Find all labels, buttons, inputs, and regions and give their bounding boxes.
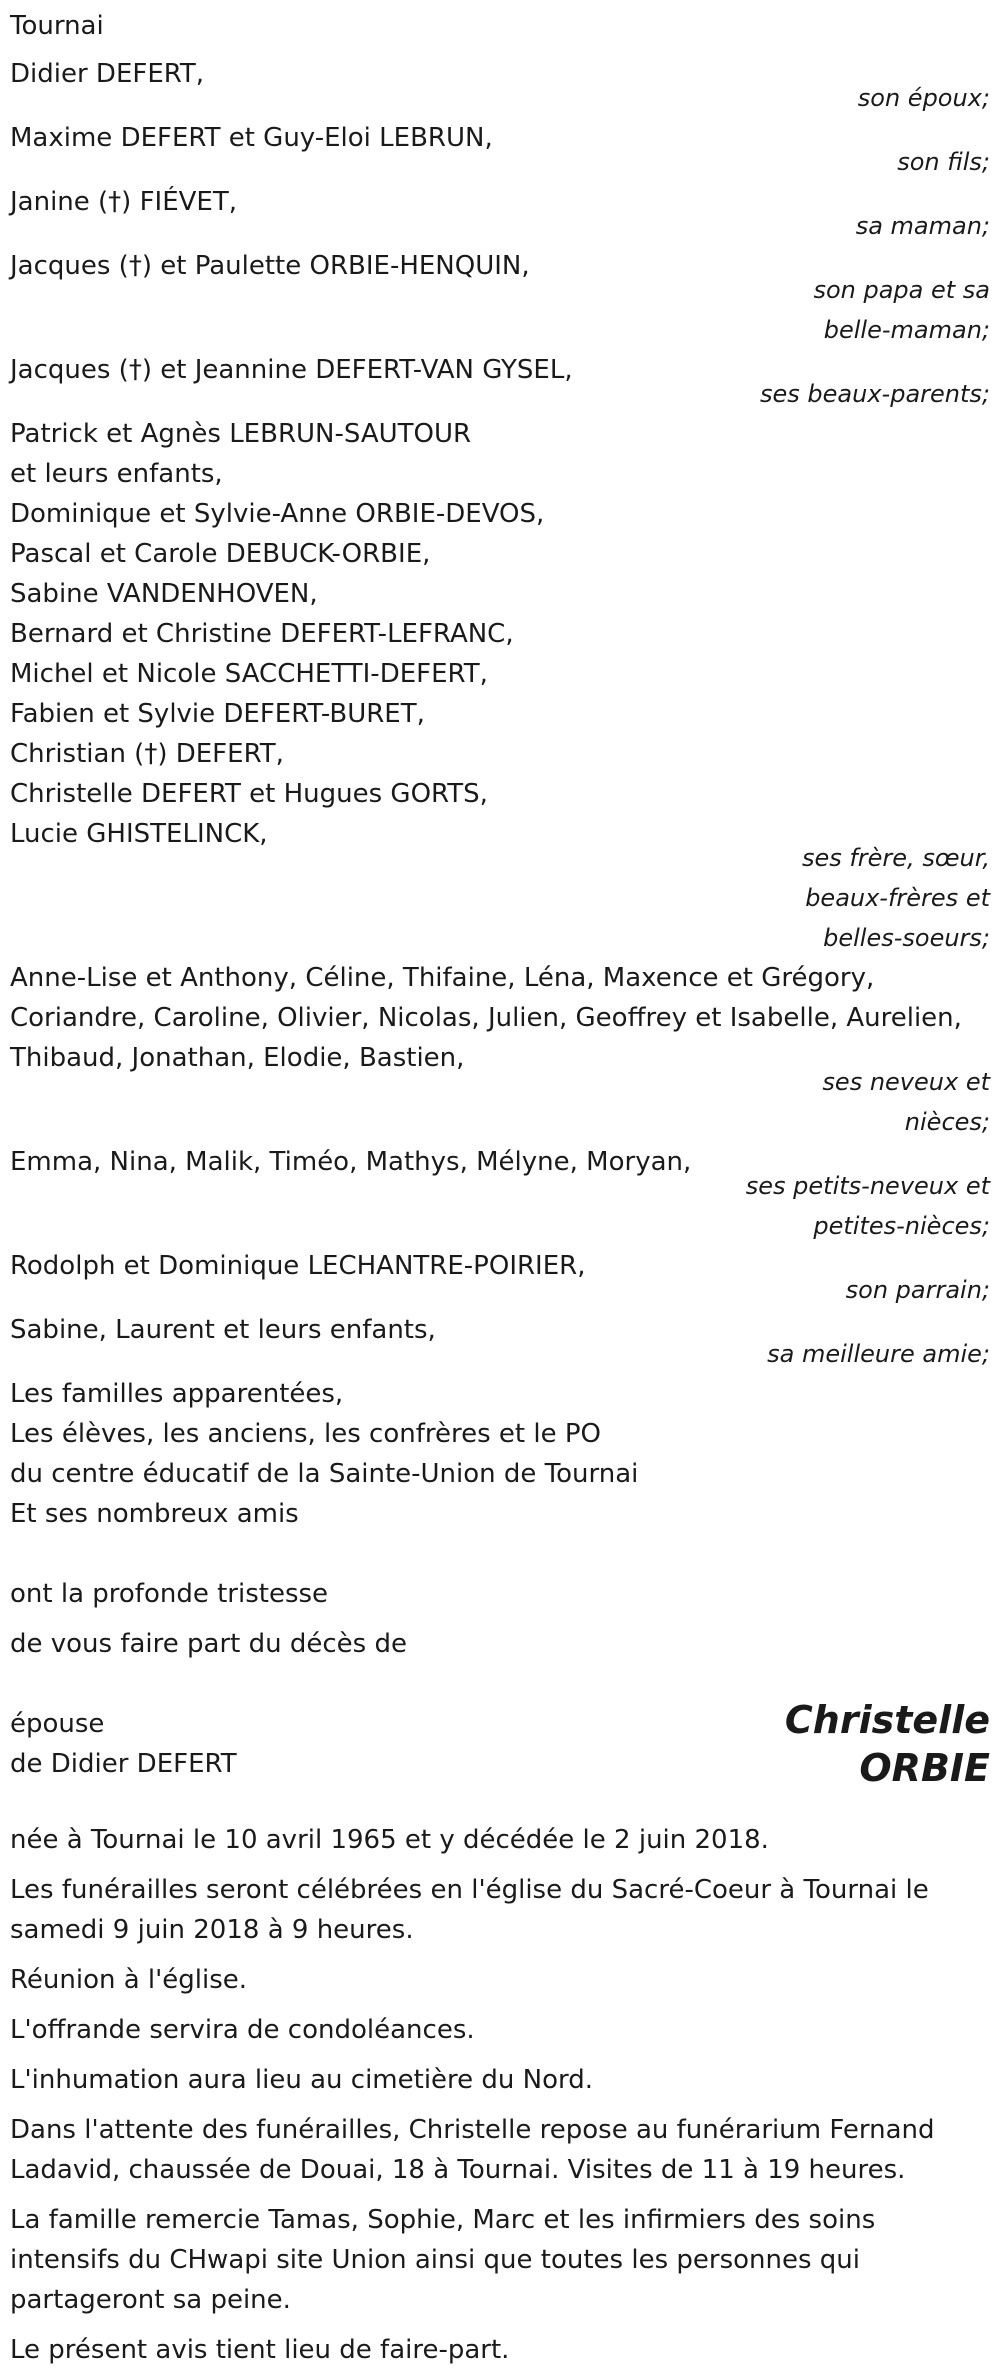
family-name: Michel et Nicole SACCHETTI-DEFERT,	[10, 659, 488, 689]
family-name: Emma, Nina, Malik, Timéo, Mathys, Mélyne, Moryan,	[10, 1147, 692, 1177]
detail-line: née à Tournai le 10 avril 1965 et y décédée le 2 juin 2018.	[10, 1825, 769, 1855]
family-name: Bernard et Christine DEFERT-LEFRANC,	[10, 619, 514, 649]
detail-line: Les funérailles seront célébrées en l'église du Sacré-Coeur à Tournai le	[10, 1875, 929, 1905]
family-name: Pascal et Carole DEBUCK-ORBIE,	[10, 539, 431, 569]
others-line: Et ses nombreux amis	[10, 1499, 299, 1529]
spouse-line: épouse	[10, 1709, 105, 1739]
relation-label: belle-maman;	[823, 316, 990, 344]
relation-label: sa meilleure amie;	[767, 1340, 990, 1368]
others-line: Les élèves, les anciens, les confrères et le PO	[10, 1419, 602, 1449]
detail-line: Ladavid, chaussée de Douai, 18 à Tournai. Visites de 11 à 19 heures.	[10, 2155, 906, 2185]
family-name: Rodolph et Dominique LECHANTRE-POIRIER,	[10, 1251, 586, 1281]
family-name: Jacques (†) et Paulette ORBIE-HENQUIN,	[10, 251, 530, 281]
deceased-last-name: ORBIE	[859, 1746, 990, 1790]
relation-label: ses neveux et	[822, 1068, 990, 1096]
deceased-first-name: Christelle	[784, 1698, 990, 1742]
city-label: Tournai	[10, 11, 104, 41]
detail-line: samedi 9 juin 2018 à 9 heures.	[10, 1915, 414, 1945]
relation-label: belles-soeurs;	[823, 924, 990, 952]
family-name: Dominique et Sylvie-Anne ORBIE-DEVOS,	[10, 499, 545, 529]
others-line: du centre éducatif de la Sainte-Union de Tournai	[10, 1459, 639, 1489]
family-name: Janine (†) FIÉVET,	[10, 187, 238, 217]
relation-label: ses beaux-parents;	[760, 380, 990, 408]
family-name: Anne-Lise et Anthony, Céline, Thifaine, Léna, Maxence et Grégory,	[10, 963, 875, 993]
detail-line: Réunion à l'église.	[10, 1965, 248, 1995]
detail-line: Dans l'attente des funérailles, Christelle repose au funérarium Fernand	[10, 2115, 935, 2145]
relation-label: sa maman;	[855, 212, 990, 240]
relation-label: son époux;	[857, 84, 990, 112]
relation-label: ses frère, sœur,	[801, 844, 990, 872]
family-name: Didier DEFERT,	[10, 59, 205, 89]
family-name: et leurs enfants,	[10, 459, 223, 489]
detail-line: L'inhumation aura lieu au cimetière du Nord.	[10, 2065, 594, 2095]
announce-line: ont la profonde tristesse	[10, 1579, 329, 1609]
relation-label: nièces;	[904, 1108, 990, 1136]
family-name: Patrick et Agnès LEBRUN-SAUTOUR	[10, 419, 472, 449]
announce-line: de vous faire part du décès de	[10, 1629, 407, 1659]
family-name: Sabine VANDENHOVEN,	[10, 579, 318, 609]
relation-label: ses petits-neveux et	[745, 1172, 990, 1200]
family-name: Fabien et Sylvie DEFERT-BURET,	[10, 699, 425, 729]
family-name: Christian (†) DEFERT,	[10, 739, 284, 769]
detail-line: L'offrande servira de condoléances.	[10, 2015, 475, 2045]
detail-line: Le présent avis tient lieu de faire-part.	[10, 2335, 510, 2365]
relation-label: beaux-frères et	[805, 884, 990, 912]
family-name: Maxime DEFERT et Guy-Eloi LEBRUN,	[10, 123, 493, 153]
relation-label: petites-nièces;	[813, 1212, 990, 1240]
family-name: Christelle DEFERT et Hugues GORTS,	[10, 779, 488, 809]
relation-label: son parrain;	[845, 1276, 990, 1304]
family-name: Thibaud, Jonathan, Elodie, Bastien,	[10, 1043, 465, 1073]
family-name: Sabine, Laurent et leurs enfants,	[10, 1315, 436, 1345]
detail-line: intensifs du CHwapi site Union ainsi que toutes les personnes qui	[10, 2245, 860, 2275]
detail-line: La famille remercie Tamas, Sophie, Marc et les infirmiers des soins	[10, 2205, 876, 2235]
relation-label: son papa et sa	[813, 276, 990, 304]
detail-line: partageront sa peine.	[10, 2285, 291, 2315]
relation-label: son fils;	[897, 148, 990, 176]
spouse-line: de Didier DEFERT	[10, 1749, 237, 1779]
others-line: Les familles apparentées,	[10, 1379, 344, 1409]
family-name: Lucie GHISTELINCK,	[10, 819, 268, 849]
family-name: Coriandre, Caroline, Olivier, Nicolas, Julien, Geoffrey et Isabelle, Aurelien,	[10, 1003, 962, 1033]
family-name: Jacques (†) et Jeannine DEFERT-VAN GYSEL,	[10, 355, 573, 385]
